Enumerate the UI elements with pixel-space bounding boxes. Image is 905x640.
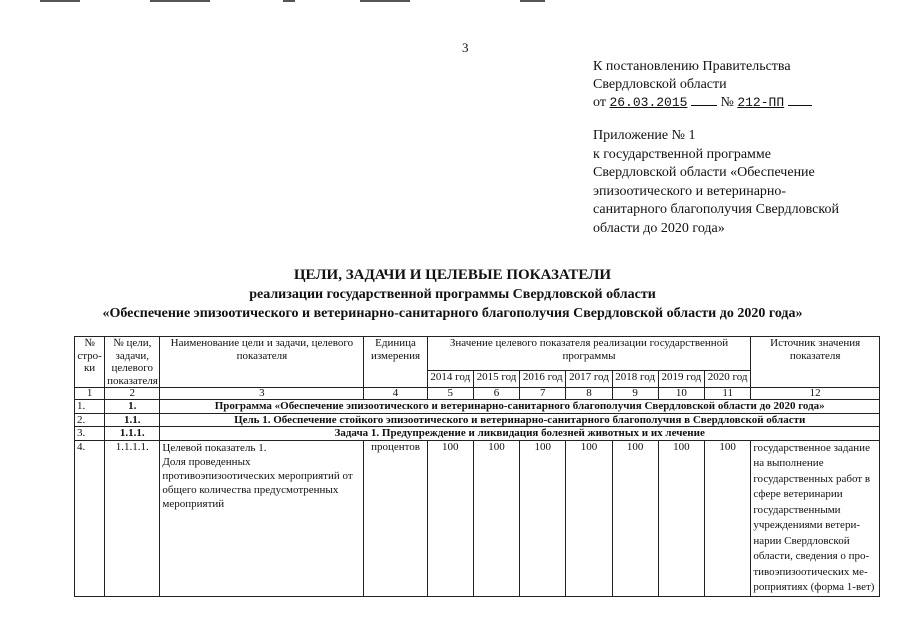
header-row-no: № стро- ки: [75, 337, 105, 388]
header-name: Наименование цели и задачи, целевого показателя: [160, 337, 364, 388]
header-goal-no: № цели, задачи, целевого показателя: [105, 337, 160, 388]
indicator-value: 100: [566, 440, 612, 596]
indicator-value: 100: [473, 440, 519, 596]
row-heading: Программа «Обеспечение эпизоотического и ветеринарно-санитарного благополучия Свердловской области до 2020 года»: [160, 400, 880, 414]
appendix-block: [593, 127, 883, 238]
date-prefix: от: [593, 95, 606, 110]
indicator-value: 100: [612, 440, 658, 596]
header-year: 2015 год: [473, 370, 519, 387]
row-number: 4.: [75, 440, 105, 596]
document-title: [0, 265, 905, 323]
row-number: 2.: [75, 413, 105, 427]
indicator-source: государственное задание на выполнение государственных работ в сфере ветеринарии государственными учреждениями ветери- нарии Свердловской области, сведения о про- тивоэпизоотических ме- роприятиях (форма 1-вет): [751, 440, 880, 596]
indicator-value: 100: [427, 440, 473, 596]
header-year: 2019 год: [658, 370, 704, 387]
appendix-line-4: эпизоотического и ветеринарно-: [593, 183, 787, 199]
appendix-line-3: Свердловской области «Обеспечение: [593, 165, 815, 180]
row-code: 1.1.1.1.: [105, 440, 160, 596]
row-heading: Задача 1. Предупреждение и ликвидация болезней животных и их лечение: [160, 427, 880, 441]
title-line-2: реализации государственной программы Свердловской области: [249, 287, 656, 302]
indicator-value: 100: [658, 440, 704, 596]
indicator-title: Целевой показатель 1.: [162, 441, 267, 454]
row-number: 3.: [75, 427, 105, 441]
page-number: 3: [462, 40, 469, 55]
indicator-value: 100: [520, 440, 566, 596]
title-line-3: «Обеспечение эпизоотического и ветеринарно-санитарного благополучия Свердловской области до 2020 года»: [102, 306, 803, 321]
header-value: Значение целевого показателя реализации государственной программы: [427, 337, 751, 371]
approval-line-2: Свердловской области: [593, 77, 727, 92]
column-number: 7: [520, 388, 566, 400]
row-code: 1.1.1.: [105, 427, 160, 441]
indicator-unit: процентов: [364, 440, 427, 596]
column-number: 10: [658, 388, 704, 400]
header-year: 2018 год: [612, 370, 658, 387]
appendix-line-1: Приложение № 1: [593, 128, 696, 143]
appendix-line-6: области до 2020 года»: [593, 220, 725, 236]
column-number: 1: [75, 388, 105, 400]
title-line-1: ЦЕЛИ, ЗАДАЧИ И ЦЕЛЕВЫЕ ПОКАЗАТЕЛИ: [293, 267, 612, 283]
column-numbers-row: [75, 388, 880, 400]
decree-date: 26.03.2015: [609, 95, 688, 110]
table-row: [75, 413, 880, 427]
header-year: 2014 год: [427, 370, 473, 387]
header-row: [75, 337, 880, 371]
column-number: 12: [751, 388, 880, 400]
column-number: 6: [473, 388, 519, 400]
column-number: 11: [705, 388, 751, 400]
column-number: 4: [364, 388, 427, 400]
header-unit: Единица измерения: [364, 337, 427, 388]
row-code: 1.1.: [105, 413, 160, 427]
header-source: Источник значения показателя: [751, 337, 880, 388]
decree-number: 212-ПП: [737, 95, 785, 110]
column-number: 2: [105, 388, 160, 400]
header-year: 2016 год: [520, 370, 566, 387]
indicator-row: [75, 440, 880, 596]
appendix-line-5: санитарного благополучия Свердловской: [593, 202, 839, 217]
column-number: 8: [566, 388, 612, 400]
approval-reference: [593, 58, 812, 112]
column-number: 9: [612, 388, 658, 400]
row-number: 1.: [75, 400, 105, 414]
appendix-line-2: к государственной программе: [593, 146, 771, 162]
indicator-name: [160, 440, 364, 596]
number-prefix: №: [720, 95, 734, 110]
indicator-value: 100: [705, 440, 751, 596]
header-year: 2017 год: [566, 370, 612, 387]
approval-line-1: К постановлению Правительства: [593, 59, 791, 74]
indicator-description: Доля проведенных противоэпизоотических мероприятий от общего количества предусмотренных мероприятий: [162, 455, 353, 510]
approval-date-line: [593, 94, 812, 112]
header-year: 2020 год: [705, 370, 751, 387]
column-number: 5: [427, 388, 473, 400]
page-top-marks: [0, 0, 905, 4]
column-number: 3: [160, 388, 364, 400]
row-code: 1.: [105, 400, 160, 414]
row-heading: Цель 1. Обеспечение стойкого эпизоотического и ветеринарно-санитарного благополучия в Свердловской области: [160, 413, 880, 427]
indicators-table: [74, 336, 880, 597]
table-row: [75, 427, 880, 441]
table-row: [75, 400, 880, 414]
